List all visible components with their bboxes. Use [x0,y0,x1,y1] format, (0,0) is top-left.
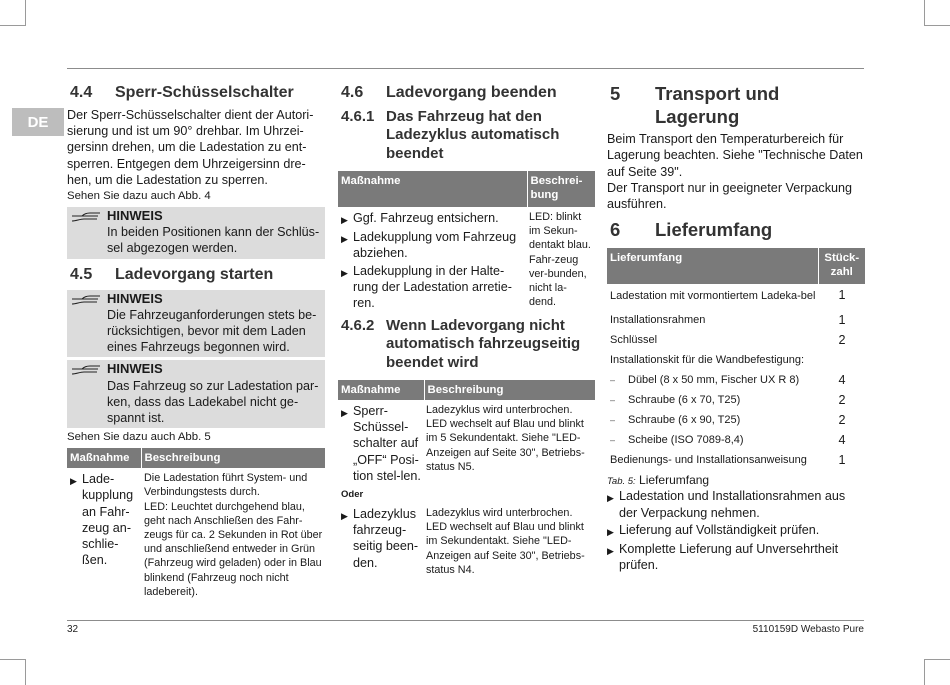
table-cell: Die Ladestation führt System- und Verbindungstests durch. LED: Leuchtet durchgehend blau, geht nach Anschließen des Fahr-zeugs für ca. 2 Sekunden in Rot über und anschließend entweder in Grün (Fahrzeug wird geladen) oder in Blau blinkend (Fahrzeug noch nicht ladebereit). [144,472,323,598]
action-step: ▶ Sperr-Schüssel-schalter auf „OFF“ Posi-tion stel-len. [341,404,421,483]
note-box [67,207,325,259]
table-row: Schlüssel 2 [610,333,846,348]
pointing-hand-icon [67,361,107,426]
action-step: ▶ Ggf. Fahrzeug entsichern. [341,210,523,228]
dash-bullet-icon: – [610,435,616,446]
table-caption: Tab. 5: Lieferumfang [607,473,710,488]
table-row: – Scheibe (ISO 7089-8,4) 4 [610,433,846,448]
note-title: HINWEIS [107,361,163,377]
action-step: ▶ Komplette Lieferung auf Unversehrtheit prüfen. [607,542,839,573]
note-text: Das Fahrzeug so zur Ladestation par-ken, dass das Ladekabel nicht ge-spannt ist. [107,378,319,426]
body-text: Der Transport nur in geeigneter Verpackung ausführen. [607,180,853,212]
triangle-bullet-icon: ▶ [70,476,77,487]
triangle-bullet-icon: ▶ [607,493,614,504]
section-heading-6: 6 Lieferumfang [610,219,773,241]
table-row [338,484,595,503]
action-table [67,448,325,599]
figure-reference: Sehen Sie dazu auch Abb. 5 [67,431,211,444]
triangle-bullet-icon: ▶ [341,234,348,245]
column-left [67,80,325,599]
table-row: Bedienungs- und Installationsanweisung 1 [610,453,846,468]
table-header-row [67,448,325,468]
note-title: HINWEIS [107,208,163,224]
dash-bullet-icon: – [610,415,616,426]
action-step: ▶ Ladezyklus fahrzeug-seitig been-den. [341,507,419,570]
note-text: In beiden Positionen kann der Schlüs-sel abgezogen werden. [107,225,320,256]
table-row [338,400,595,484]
section-heading-5: 5 Transport und Lagerung [610,83,780,128]
section-heading-4-4: 4.4 Sperr-Schüsselschalter [70,84,294,101]
crop-mark-bottom-right [924,659,950,685]
pointing-hand-icon [67,291,107,356]
table-header-row [338,171,595,207]
action-table [338,380,595,577]
table-cell: Ladezyklus wird unterbrochen. LED wechselt auf Blau und blinkt im Sekundentakt. Siehe "LED-Anzeigen auf Seite 30", Betriebs-status N4. [426,507,585,576]
action-step: ▶ Ladekupplung vom Fahrzeug abziehen. [341,230,517,261]
triangle-bullet-icon: ▶ [341,214,348,225]
table-row [67,468,325,599]
footer-rule [67,620,864,621]
column-header: Maßnahme [67,448,141,468]
table-row: Installationskit für die Wandbefestigung: [610,354,805,367]
triangle-bullet-icon: ▶ [607,526,614,537]
action-step: ▶ Lieferung auf Vollständigkeit prüfen. [607,522,865,540]
table-row: – Schraube (6 x 90, T25) 2 [610,413,846,428]
column-header: Beschreibung [141,448,325,468]
action-step: ▶ Ladestation und Installationsrahmen aus der Verpackung nehmen. [607,489,846,520]
triangle-bullet-icon: ▶ [341,408,348,418]
page-number: 32 [67,624,79,635]
column-header: Maßnahme [338,171,527,207]
table-header-row [338,380,595,400]
table-cell: Ladezyklus wird unterbrochen. LED wechselt auf Blau und blinkt im 5 Sekundentakt. Siehe "LED-Anzeigen auf Seite 30", Betriebs-status N5. [426,404,585,473]
action-step: ▶ Lade-kupplung an Fahr-zeug an-schlie-ßen. [70,472,134,568]
table-cell: LED: blinkt im Sekun-dentakt blau. Fahr-zeug ver-bunden, nicht la-dend. [529,210,591,309]
document-id: 5110159D Webasto Pure [752,624,864,635]
crop-mark-top-left [0,0,26,26]
dash-bullet-icon: – [610,375,616,386]
table-row [338,503,595,577]
triangle-bullet-icon: ▶ [341,511,348,522]
crop-mark-bottom-left [0,659,26,685]
column-right [607,80,865,573]
section-heading-4-6-2: 4.6.2 Wenn Ladevorgang nicht automatisch fahrzeugseitig beendet wird [341,317,581,371]
action-table [338,171,595,311]
body-text: Beim Transport den Temperaturbereich für Lagerung beachten. Siehe "Technische Daten auf Seite 39". [607,132,863,179]
table-row: – Dübel (8 x 50 mm, Fischer UX R 8) 4 [610,373,846,388]
note-text: Die Fahrzeuganforderungen stets be-rücksichtigen, bevor mit dem Laden eines Fahrzeugs begonnen wird. [107,307,317,355]
crop-mark-top-right [924,0,950,26]
section-heading-4-5: 4.5 Ladevorgang starten [70,265,274,283]
column-header: Maßnahme [338,380,424,400]
figure-reference: Sehen Sie dazu auch Abb. 4 [67,190,211,203]
column-header: Stück-zahl [818,248,865,284]
section-heading-4-6: 4.6 Ladevorgang beenden [341,84,557,101]
triangle-bullet-icon: ▶ [607,546,614,556]
pointing-hand-icon [67,208,107,257]
table-row: Installationsrahmen 1 [610,313,846,328]
dash-bullet-icon: – [610,395,616,406]
column-header: Lieferumfang [607,248,818,284]
table-header-row [607,248,865,284]
table-row [338,207,595,311]
note-box [67,360,325,428]
action-step: ▶ Ladekupplung in der Halte-rung der Ladestation arretie-ren. [341,263,512,310]
triangle-bullet-icon: ▶ [341,267,348,278]
note-title: HINWEIS [107,290,163,306]
table-row: – Schraube (6 x 70, T25) 2 [610,393,846,408]
body-text: Der Sperr-Schüsselschalter dient der Autori-sierung und ist um 90° drehbar. Im Uhrzei-gersinn drehen, um die Ladestation zu ent-sperren. Entgegen dem Uhrzeigersinn dre-hen, um die Ladestation zu sperren. [67,108,314,187]
column-header: Beschreibung [424,380,595,400]
section-heading-4-6-1: 4.6.1 Das Fahrzeug hat den Ladezyklus automatisch beendet [341,108,560,162]
language-tab: DE [12,108,64,136]
scope-of-delivery-table [607,248,865,471]
column-header: Beschrei-bung [527,171,595,207]
column-middle [338,80,595,577]
note-box [67,290,325,358]
or-label: Oder [341,489,364,501]
table-row: Ladestation mit vormontiertem Ladeka-bel 1 [610,288,846,303]
header-rule [67,68,864,69]
